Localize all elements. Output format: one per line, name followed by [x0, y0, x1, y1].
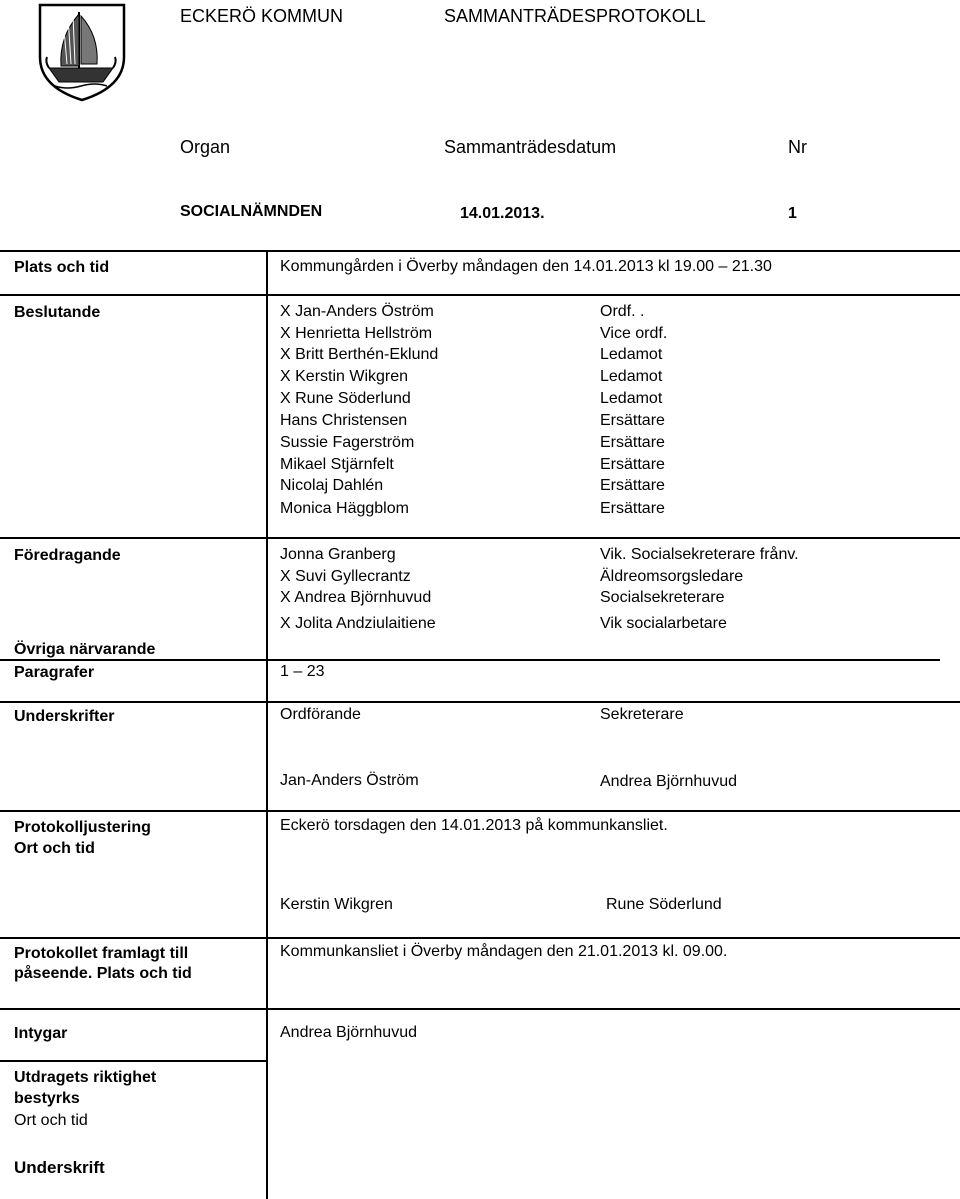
rule-plats: [0, 294, 960, 296]
member-role: Ordf. .: [600, 303, 645, 320]
utdrag-label-bestyrks: bestyrks: [14, 1090, 80, 1107]
rule-framlagt: [0, 937, 960, 939]
presenter-role: Socialsekreterare: [600, 589, 725, 606]
member-role: Ledamot: [600, 390, 663, 407]
member-name: X Rune Söderlund: [280, 390, 411, 407]
secretary-label: Sekreterare: [600, 706, 684, 723]
member-name: X Kerstin Wikgren: [280, 368, 409, 385]
rule-underskrifter: [0, 701, 960, 703]
municipality-coat-of-arms-logo: [37, 2, 127, 102]
framlagt-label: Protokollet framlagt till: [14, 945, 189, 962]
member-name: Sussie Fagerström: [280, 434, 415, 451]
presenter-role: Äldreomsorgsledare: [600, 568, 744, 585]
rule-intygar: [0, 1008, 960, 1010]
member-role: Ledamot: [600, 368, 663, 385]
justerare-2-name: Rune Söderlund: [606, 896, 722, 913]
member-role: Ersättare: [600, 434, 665, 451]
member-name: X Britt Berthén-Eklund: [280, 346, 439, 363]
rule-ovriga: [0, 659, 940, 661]
utdrag-label-place-time: Ort och tid: [14, 1112, 88, 1129]
column-divider: [266, 250, 268, 1199]
number-label: Nr: [788, 137, 807, 157]
presenter-name: Jonna Granberg: [280, 546, 396, 563]
member-name: Hans Christensen: [280, 412, 408, 429]
chair-name: Jan-Anders Öström: [280, 772, 419, 789]
member-role: Vice ordf.: [600, 325, 668, 342]
member-name: Monica Häggblom: [280, 500, 409, 517]
meeting-date: 14.01.2013.: [460, 205, 545, 222]
presenter-name: X Jolita Andziulaitiene: [280, 615, 436, 632]
presenter-name: X Suvi Gyllecrantz: [280, 568, 411, 585]
document-type: SAMMANTRÄDESPROTOKOLL: [444, 6, 706, 26]
justering-label: Protokolljustering: [14, 819, 151, 836]
foredragande-label: Föredragande: [14, 547, 121, 564]
framlagt-value: Kommunkansliet i Överby måndagen den 21.01.2013 kl. 09.00.: [280, 943, 728, 960]
presenter-role: Vik. Socialsekreterare frånv.: [600, 546, 799, 563]
date-label: Sammanträdesdatum: [444, 137, 617, 157]
presenter-name: X Andrea Björnhuvud: [280, 589, 432, 606]
framlagt-label-place-time: påseende. Plats och tid: [14, 965, 192, 982]
member-role: Ersättare: [600, 412, 665, 429]
rule-top: [0, 250, 960, 252]
member-role: Ersättare: [600, 456, 665, 473]
justerare-1-name: Kerstin Wikgren: [280, 896, 393, 913]
utdrag-signature-label: Underskrift: [14, 1158, 105, 1177]
beslutande-label: Beslutande: [14, 304, 101, 321]
member-role: Ledamot: [600, 346, 663, 363]
ovriga-label: Övriga närvarande: [14, 641, 156, 658]
utdrag-label: Utdragets riktighet: [14, 1069, 157, 1086]
underskrifter-label: Underskrifter: [14, 708, 115, 725]
organ-value: SOCIALNÄMNDEN: [180, 203, 323, 220]
member-name: Nicolaj Dahlén: [280, 477, 384, 494]
chair-label: Ordförande: [280, 706, 361, 723]
paragrafer-label: Paragrafer: [14, 664, 95, 681]
presenter-role: Vik socialarbetare: [600, 615, 727, 632]
member-role: Ersättare: [600, 500, 665, 517]
paragrafer-value: 1 – 23: [280, 663, 325, 680]
secretary-name: Andrea Björnhuvud: [600, 773, 737, 790]
plats-label: Plats och tid: [14, 259, 110, 276]
organ-label: Organ: [180, 137, 231, 157]
justering-label-place-time: Ort och tid: [14, 840, 95, 857]
plats-value: Kommungården i Överby måndagen den 14.01.2013 kl 19.00 – 21.30: [280, 258, 772, 275]
intygar-value: Andrea Björnhuvud: [280, 1024, 417, 1041]
intygar-label: Intygar: [14, 1025, 68, 1042]
member-role: Ersättare: [600, 477, 665, 494]
member-name: X Henrietta Hellström: [280, 325, 433, 342]
member-name: X Jan-Anders Öström: [280, 303, 434, 320]
rule-foredragande: [0, 537, 960, 539]
rule-utdrag: [0, 1060, 268, 1062]
justering-value: Eckerö torsdagen den 14.01.2013 på kommunkansliet.: [280, 817, 668, 834]
rule-justering: [0, 810, 960, 812]
municipality-name: ECKERÖ KOMMUN: [180, 6, 344, 26]
member-name: Mikael Stjärnfelt: [280, 456, 394, 473]
meeting-number: 1: [788, 205, 797, 222]
